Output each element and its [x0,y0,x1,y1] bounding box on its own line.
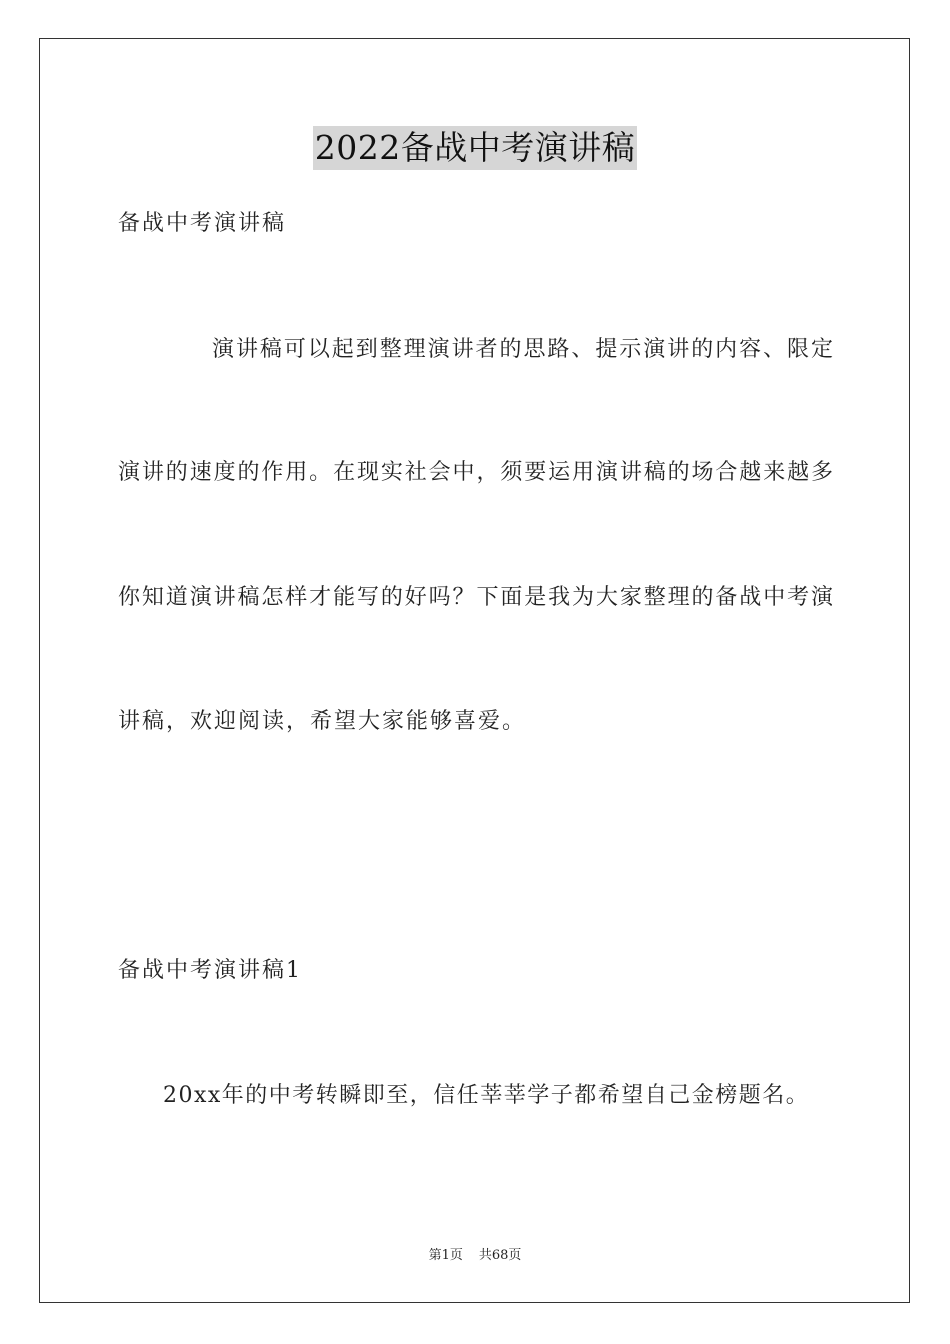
document-subtitle: 备战中考演讲稿 [118,211,287,236]
page-footer [0,1247,950,1265]
title-container [0,126,950,170]
section-paragraph-line: 20xx年的中考转瞬即至，信任莘莘学子都希望自己金榜题名。 [163,1083,810,1108]
intro-line-1: 演讲稿可以起到整理演讲者的思路、提示演讲的内容、限定 [212,337,833,362]
document-title: 2022备战中考演讲稿 [313,126,637,170]
intro-line-4: 讲稿，欢迎阅读，希望大家能够喜爱。 [118,709,527,734]
intro-line-2: 演讲的速度的作用。在现实社会中，须要运用演讲稿的场合越来越多 [118,460,833,485]
page-total: 共68页 [478,1248,522,1263]
page-number: 第1页 [428,1248,463,1263]
section-heading: 备战中考演讲稿1 [118,958,302,983]
intro-line-3: 你知道演讲稿怎样才能写的好吗？下面是我为大家整理的备战中考演 [118,585,833,610]
